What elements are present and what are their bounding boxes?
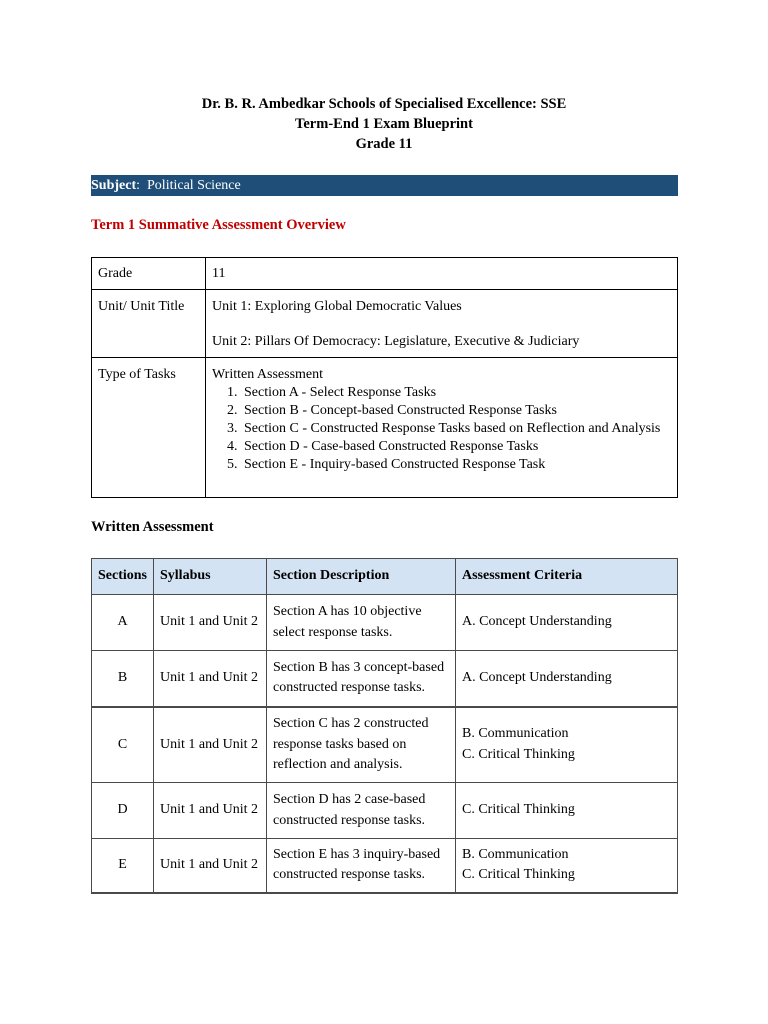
syllabus-cell: Unit 1 and Unit 2: [154, 783, 267, 839]
description-cell: [267, 783, 456, 839]
tasks-list: [212, 384, 671, 474]
overview-row-units: [92, 290, 678, 358]
task-item: 1. Section A - Select Response Tasks: [241, 384, 671, 402]
section-cell: E: [92, 839, 154, 893]
task-item: 3. Section C - Constructed Response Tasks based on Reflection and Analysis: [241, 420, 671, 438]
tasks-key: Type of Tasks: [92, 358, 206, 498]
subject-label: Subject: [91, 178, 137, 193]
school-name: Dr. B. R. Ambedkar Schools of Specialised Excellence: SSE: [201, 96, 567, 112]
section-cell: D: [92, 783, 154, 839]
tasks-intro: Written Assessment: [212, 367, 324, 382]
description-cell: [267, 595, 456, 651]
col-sections: Sections: [92, 559, 154, 595]
table-row: [92, 595, 678, 651]
tasks-value: [206, 358, 678, 498]
description-line: constructed response tasks.: [273, 812, 426, 828]
document-title: Term-End 1 Exam Blueprint: [295, 116, 473, 132]
description-line: constructed response tasks.: [273, 867, 426, 883]
criteria-cell: [456, 595, 678, 651]
unit-key: Unit/ Unit Title: [92, 290, 206, 358]
criteria-cell: [456, 707, 678, 783]
col-syllabus: Syllabus: [154, 559, 267, 595]
criteria-line: A. Concept Understanding: [462, 670, 612, 685]
grade-key: Grade: [92, 258, 206, 290]
overview-row-tasks: [92, 358, 678, 498]
table-row: [92, 783, 678, 839]
description-line: response tasks based on: [273, 736, 407, 752]
unit-values: [206, 290, 678, 358]
description-line: Section E has 3 inquiry-based: [273, 846, 441, 862]
section-cell: A: [92, 595, 154, 651]
col-criteria: Assessment Criteria: [456, 559, 678, 595]
table-row: [92, 651, 678, 707]
unit-2-title: Unit 2: Pillars Of Democracy: Legislature, Executive & Judiciary: [212, 334, 580, 349]
overview-row-grade: [92, 258, 678, 290]
criteria-line: B. Communication: [462, 846, 569, 862]
description-cell: [267, 707, 456, 783]
description-cell: [267, 651, 456, 707]
col-description: Section Description: [267, 559, 456, 595]
section-cell: C: [92, 707, 154, 783]
subject-bar: Subject: Political Science: [91, 175, 678, 196]
criteria-line: B. Communication: [462, 726, 569, 742]
syllabus-cell: Unit 1 and Unit 2: [154, 651, 267, 707]
table-row: [92, 707, 678, 783]
overview-table: [91, 257, 678, 498]
description-line: reflection and analysis.: [273, 757, 403, 772]
task-item: 4. Section D - Case-based Constructed Response Tasks: [241, 438, 671, 456]
task-item: 5. Section E - Inquiry-based Constructed Response Task: [241, 456, 671, 474]
criteria-cell: [456, 783, 678, 839]
description-line: Section D has 2 case-based: [273, 792, 426, 807]
description-line: Section A has 10 objective: [273, 604, 422, 619]
subject-value: Political Science: [147, 178, 241, 193]
overview-heading: Term 1 Summative Assessment Overview: [91, 217, 346, 233]
task-item: 2. Section B - Concept-based Constructed Response Tasks: [241, 402, 671, 420]
section-cell: B: [92, 651, 154, 707]
description-line: Section C has 2 constructed: [273, 716, 429, 731]
criteria-cell: [456, 839, 678, 893]
grade-value: 11: [206, 258, 678, 290]
written-assessment-table: [91, 558, 678, 894]
table-header-row: [92, 559, 678, 595]
description-line: Section B has 3 concept-based: [273, 659, 445, 675]
description-cell: [267, 839, 456, 893]
criteria-cell: [456, 651, 678, 707]
grade-title: Grade 11: [355, 136, 413, 152]
table-row: [92, 839, 678, 893]
description-line: select response tasks.: [273, 624, 393, 640]
criteria-line: C. Critical Thinking: [462, 867, 575, 883]
unit-1-title: Unit 1: Exploring Global Democratic Values: [212, 299, 462, 314]
syllabus-cell: Unit 1 and Unit 2: [154, 595, 267, 651]
syllabus-cell: Unit 1 and Unit 2: [154, 707, 267, 783]
syllabus-cell: Unit 1 and Unit 2: [154, 839, 267, 893]
criteria-line: C. Critical Thinking: [462, 746, 575, 762]
written-assessment-heading: Written Assessment: [91, 519, 214, 535]
criteria-line: A. Concept Understanding: [462, 614, 612, 630]
document-header: [0, 94, 768, 154]
criteria-line: C. Critical Thinking: [462, 802, 575, 818]
description-line: constructed response tasks.: [273, 680, 426, 696]
